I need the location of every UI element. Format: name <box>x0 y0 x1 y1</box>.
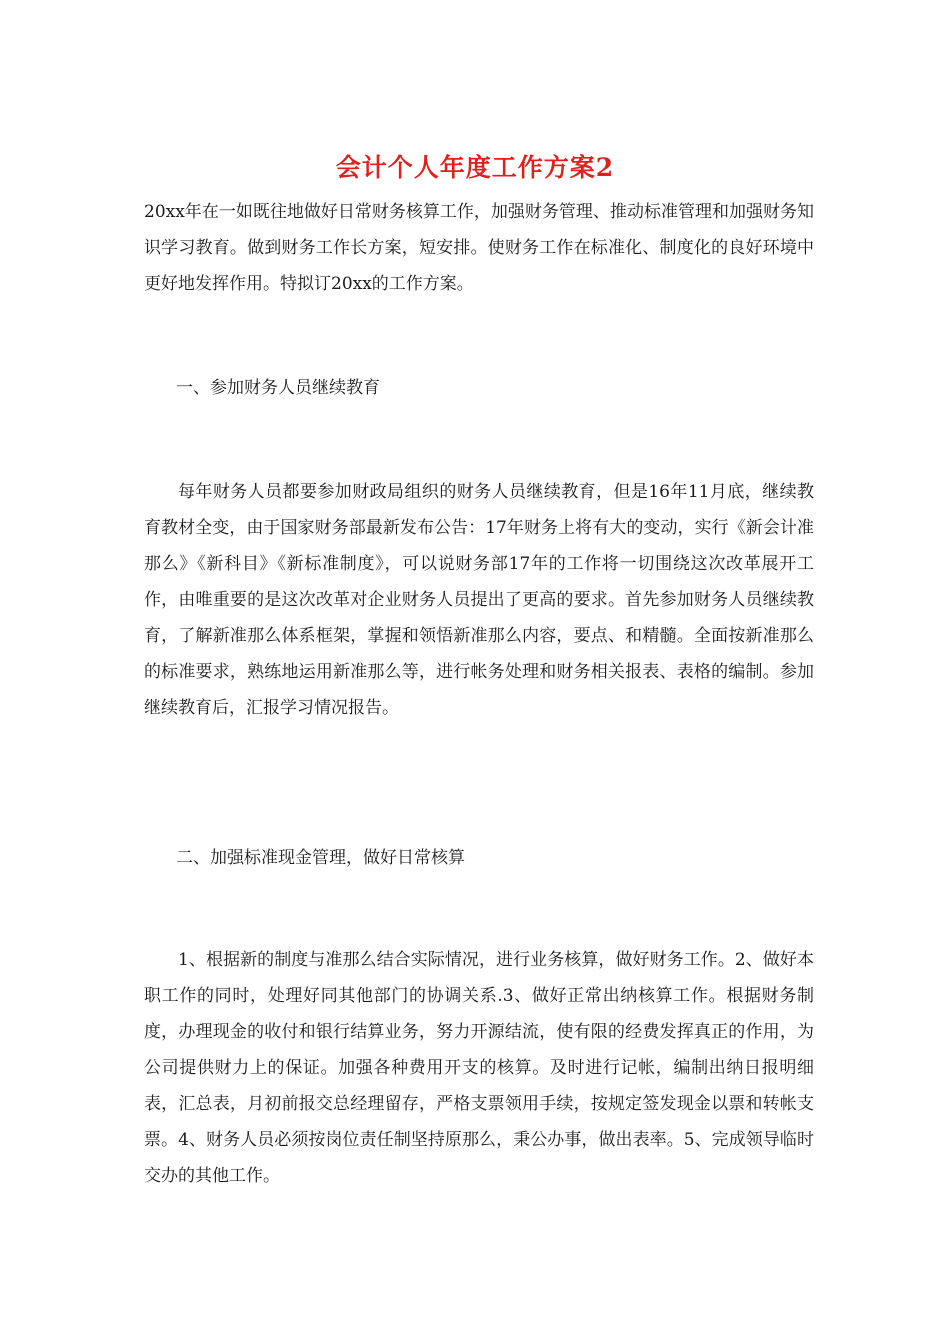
section1-body: 每年财务人员都要参加财政局组织的财务人员继续教育，但是16年11月底，继续教育教材全变，由于国家财务部最新发布公告：17年财务上将有大的变动，实行《新会计准那么》《新科目》《新标准制度》，可以说财务部17年的工作将一切围绕这次改革展开工作，由唯重要的是这次改革对企业财务人员提出了更高的要求。首先参加财务人员继续教育，了解新准那么体系框架，掌握和领悟新准那么内容，要点、和精髓。全面按新准那么的标准要求，熟练地运用新准那么等，进行帐务处理和财务相关报表、表格的编制。参加继续教育后，汇报学习情况报告。 <box>144 482 814 718</box>
section2-heading: 二、加强标准现金管理，做好日常核算 <box>176 848 465 868</box>
document-title: 会计个人年度工作方案2 <box>335 153 615 182</box>
section1-heading: 一、参加财务人员继续教育 <box>176 378 380 398</box>
intro-paragraph: 20xx年在一如既往地做好日常财务核算工作，加强财务管理、推动标准管理和加强财务知识学习教育。做到财务工作长方案，短安排。使财务工作在标准化、制度化的良好环境中更好地发挥作用。特拟订20xx的工作方案。 <box>144 202 814 294</box>
section2-body: 1、根据新的制度与准那么结合实际情况，进行业务核算，做好财务工作。2、做好本职工作的同时，处理好同其他部门的协调关系.3、做好正常出纳核算工作。根据财务制度，办理现金的收付和银行结算业务，努力开源结流，使有限的经费发挥真正的作用，为公司提供财力上的保证。加强各种费用开支的核算。及时进行记帐，编制出纳日报明细表，汇总表，月初前报交总经理留存，严格支票领用手续，按规定签发现金以票和转帐支票。4、财务人员必须按岗位责任制坚持原那么，秉公办事，做出表率。5、完成领导临时交办的其他工作。 <box>144 950 814 1186</box>
